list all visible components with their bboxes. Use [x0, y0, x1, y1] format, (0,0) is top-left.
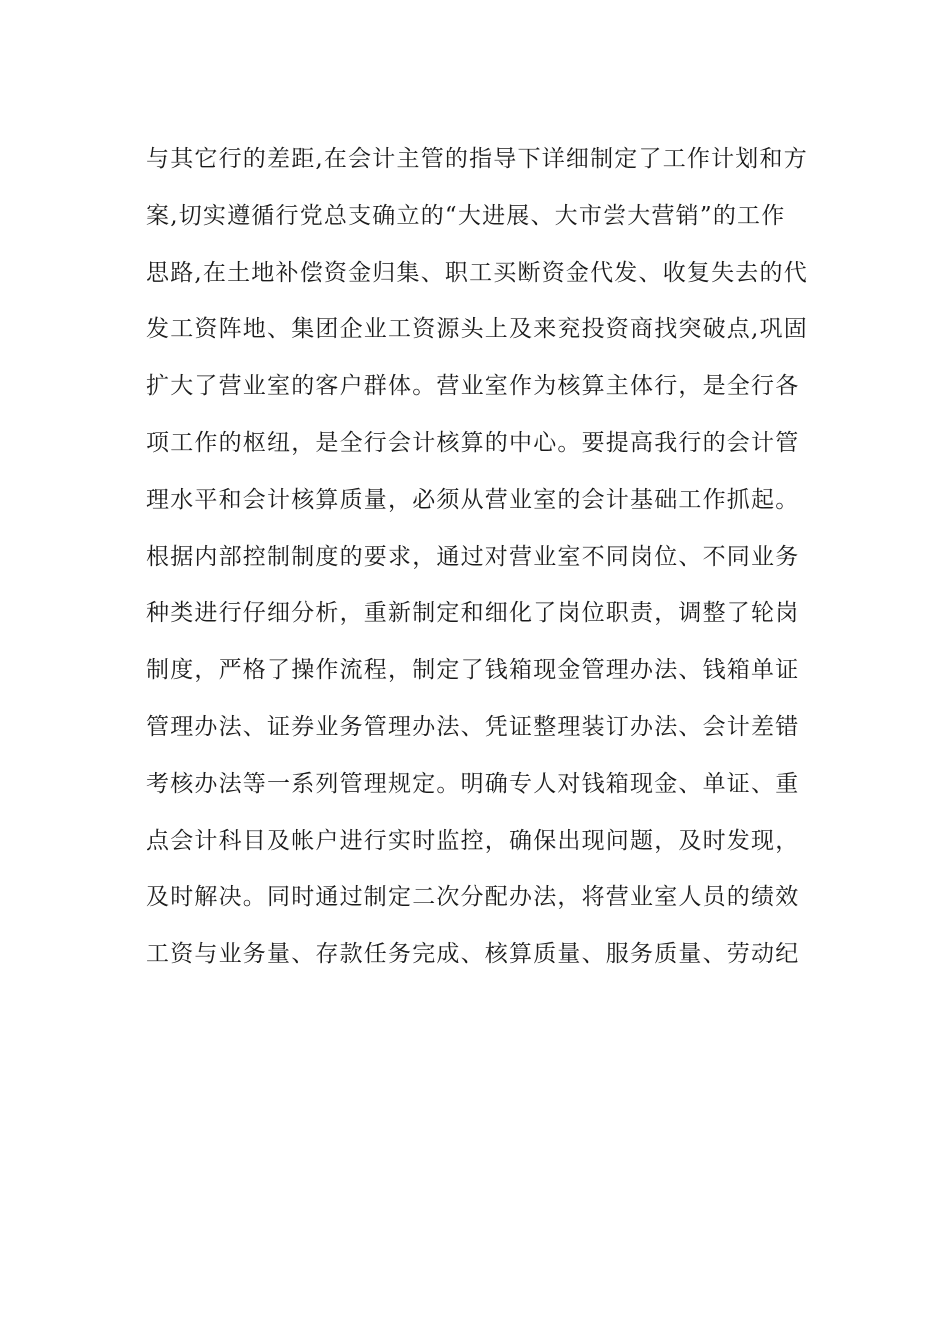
- text-line: 发工资阵地、集团企业工资源头上及来兖投资商找突破点,巩固: [146, 316, 808, 343]
- text-line: 考核办法等一系列管理规定。明确专人对钱箱现金、单证、重: [146, 770, 800, 797]
- text-line: 及时解决。同时通过制定二次分配办法，将营业室人员的绩效: [146, 884, 800, 911]
- text-line: 理水平和会计核算质量，必须从营业室的会计基础工作抓起。: [146, 486, 800, 513]
- text-line: 案,切实遵循行党总支确立的“大进展、大市尝大营销”的工作: [146, 202, 786, 229]
- body-text: [146, 131, 816, 983]
- text-line: 种类进行仔细分析，重新制定和细化了岗位职责，调整了轮岗: [146, 600, 800, 627]
- text-line: 思路,在土地补偿资金归集、职工买断资金代发、收复失去的代: [146, 259, 808, 286]
- text-line: 扩大了营业室的客户群体。营业室作为核算主体行，是全行各: [146, 373, 800, 400]
- text-line: 点会计科目及帐户进行实时监控，确保出现问题，及时发现，: [146, 827, 800, 854]
- text-line: 工资与业务量、存款任务完成、核算质量、服务质量、劳动纪: [146, 941, 800, 968]
- text-line: 项工作的枢纽，是全行会计核算的中心。要提高我行的会计管: [146, 429, 800, 456]
- text-line: 管理办法、证券业务管理办法、凭证整理装订办法、会计差错: [146, 713, 800, 740]
- text-line: 制度，严格了操作流程，制定了钱箱现金管理办法、钱箱单证: [146, 657, 800, 684]
- text-line: 与其它行的差距,在会计主管的指导下详细制定了工作计划和方: [146, 146, 808, 172]
- text-line: 根据内部控制制度的要求，通过对营业室不同岗位、不同业务: [146, 543, 800, 570]
